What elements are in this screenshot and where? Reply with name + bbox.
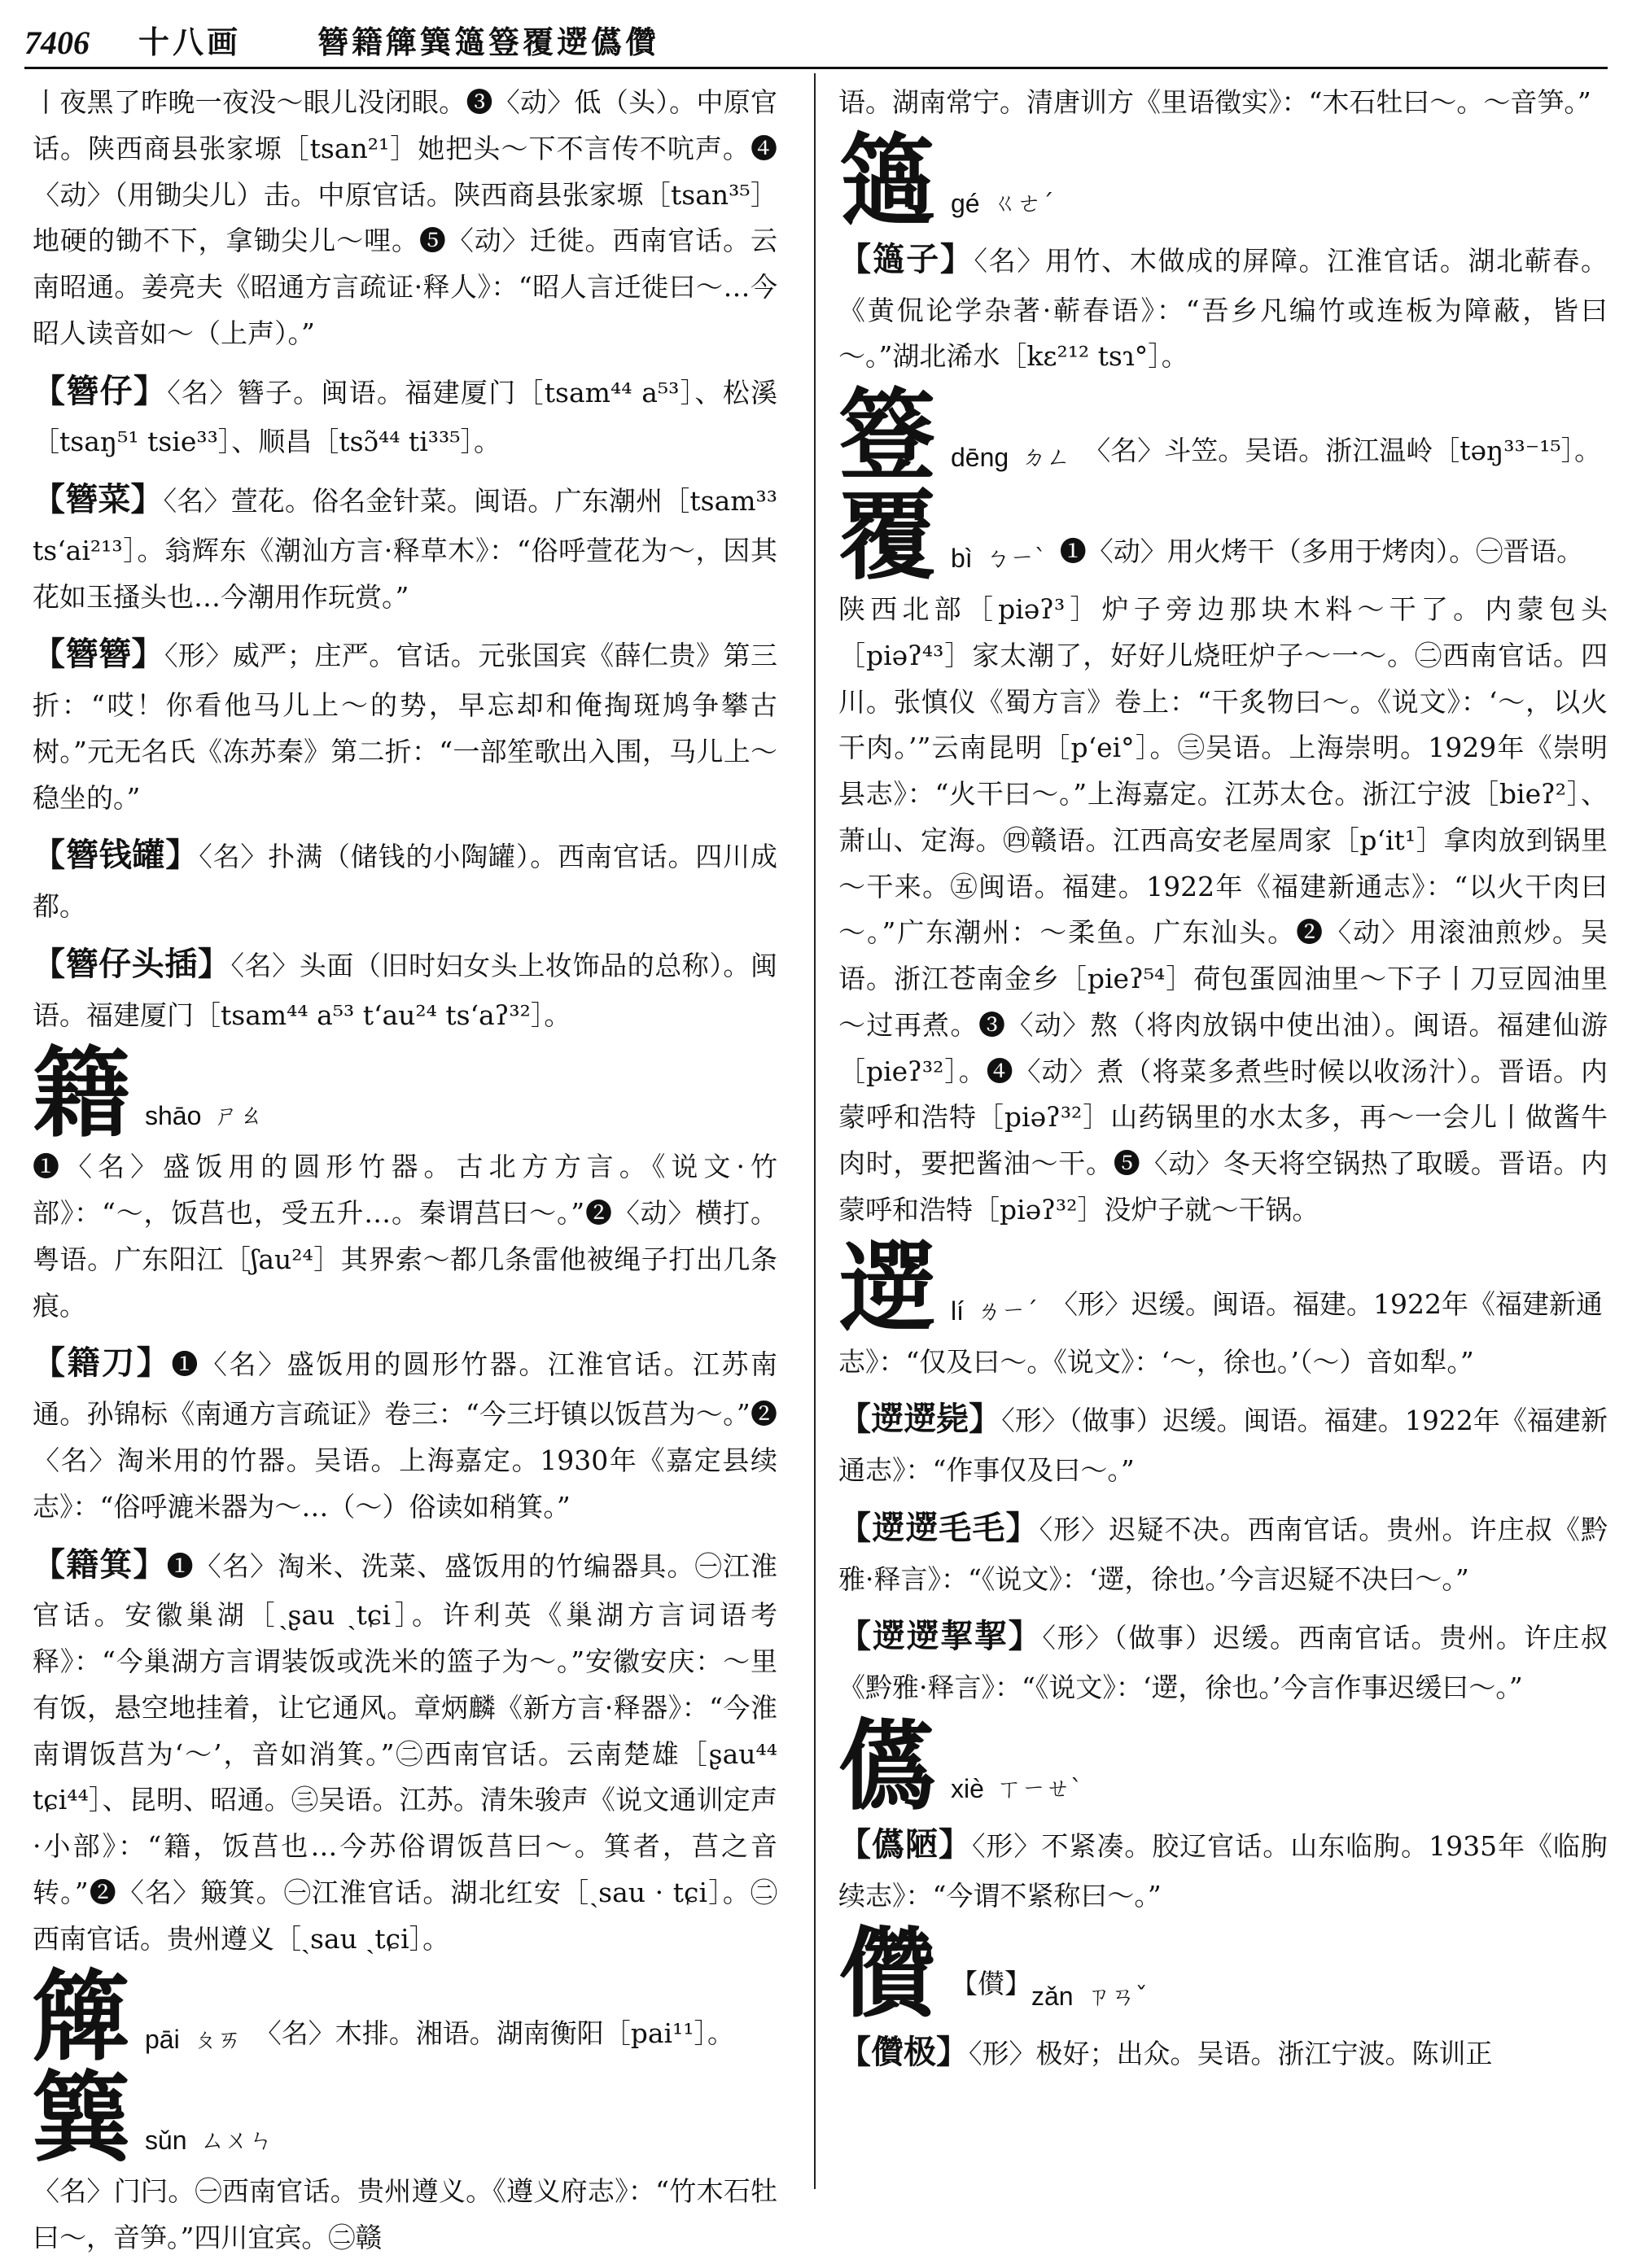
- entry-headword: 【簪钱罐】: [33, 836, 199, 875]
- entry-text: 〈名〉簪子。闽语。福建厦门［tsam⁴⁴ a⁵³］、松溪［tsaŋ⁵¹ tsie³³］、顺昌［tsɔ̃⁴⁴ ti³³⁵］。: [33, 376, 778, 458]
- entry-headword: 【儰陋】: [838, 1824, 972, 1864]
- entry-shaodao: [33, 1335, 777, 1530]
- continued-paragraph: 语。湖南常宁。清唐训方《里语徵实》：“木石牡曰～。～音笋。”: [838, 86, 1591, 118]
- entry-headword: 【簪菜】: [33, 480, 164, 519]
- entry-zanzaitoucha: [33, 937, 777, 1039]
- head-characters: 簪籍簰簨簻簦覆遻儰儹: [317, 24, 660, 60]
- entry-text: 〈名〉用竹、木做成的屏障。江淮官话。湖北蕲春。《黄侃论学杂著·蕲春语》：“吾乡凡编竹或连板为障蔽，皆曰～。”湖北浠水［kɛ²¹² tsɿ°］。: [838, 244, 1608, 373]
- headword-zhuyin: ㄅㄧˋ: [985, 544, 1047, 574]
- headword-pinyin: dēng: [951, 443, 1009, 473]
- headword-sun: [33, 2060, 777, 2176]
- headword-pai: [33, 1960, 777, 2075]
- entry-zanzan: [33, 627, 777, 821]
- left-column: [33, 80, 777, 2268]
- headword-pinyin: zǎn: [1031, 1982, 1074, 2012]
- headword-zhuyin: ㄗㄢˇ: [1086, 1982, 1148, 2012]
- entry-text: 〈名〉头面（旧时妇女头上妆饰品的总称）。闽语。福建厦门［tsam⁴⁴ a⁵³ tʻau²⁴ tsʻaʔ³²］。: [33, 949, 778, 1031]
- entry-gezi: [838, 232, 1608, 380]
- entry-headword: 【遻遻毛毛】: [838, 1508, 1039, 1547]
- entry-headword: 【簪仔头插】: [33, 944, 231, 983]
- headword-zhuyin: ㄍㄜˊ: [992, 189, 1054, 218]
- headword-char: 簰: [33, 1960, 130, 2075]
- entry-headword: 【儹极】: [838, 2033, 969, 2072]
- headword-definition: 陕西北部［piəʔ³］炉子旁边那块木料～干了。内蒙包头［piəʔ⁴³］家太潮了，好好儿烧旺炉子～一～。㊁西南官话。四川。张慎仪《蜀方言》卷上：“干炙物曰～。《说文》：‘～，以火干肉。’”云南昆明［pʻei°］。㊂吴语。上海崇明。1929年《崇明县志》：“火干曰～。”上海嘉定。江苏太仓。浙江宁波［bieʔ²］、萧山、定海。㊃赣语。江西高安老屋周家［pʻit¹］拿肉放到锅里～干来。㊄闽语。福建。1922年《福建新通志》：“以火干肉曰～。”广东潮州：～柔鱼。广东汕头。❷〈动〉用滚油煎炒。吴语。浙江苍南金乡［pieʔ⁵⁴］荷包蛋囥油里～下子丨刀豆囥油里～过再煮。❸〈动〉熬（将肉放锅中使出油）。闽语。福建仙游［pieʔ³²］。❹〈动〉煮（将菜多煮些时候以收汤汁）。晋语。内蒙呼和浩特［piəʔ³²］山药锅里的水太多，再～一会儿丨做酱牛肉时，要把酱油～干。❺〈动〉冬天将空锅热了取暖。晋语。内蒙呼和浩特［piəʔ³²］没炉子就～干锅。: [838, 593, 1608, 1226]
- headword-xie: [838, 1708, 1608, 1824]
- headword-inline-definition: 〈形〉迟缓。闽语。福建。1922年《福建新通: [1051, 1287, 1603, 1320]
- entry-xielou: [838, 1817, 1608, 1920]
- right-column: [838, 80, 1608, 2087]
- entry-text: ❶〈名〉盛饭用的圆形竹器。江淮官话。江苏南通。孙锦标《南通方言疏证》卷三：“今三圩镇以饭莒为～。”❷〈名〉淘米用的竹器。吴语。上海嘉定。1930年《嘉定县续志》：“俗呼漉米器为～…（～）俗读如稍箕。”: [33, 1348, 778, 1523]
- headword-definition: ❶〈名〉盛饭用的圆形竹器。古北方方言。《说文·竹部》：“～，饭莒也，受五升…。秦谓莒曰～。”❷〈动〉横打。粤语。广东阳江［ʃau²⁴］其界索～都几条雷他被绳子打出几条痕。: [33, 1151, 777, 1322]
- headword-zan: [838, 1916, 1608, 2032]
- chapter-label: 十八画: [138, 24, 242, 60]
- column-divider: [814, 73, 816, 2189]
- headword-inline-definition: 〈名〉斗笠。吴语。浙江温岭［təŋ³³⁻¹⁵］。: [1083, 435, 1602, 467]
- headword-inline-definition: ❶〈动〉用火烤干（多用于烤肉）。㊀晋语。: [1059, 535, 1584, 568]
- headword-char: 籍: [33, 1036, 130, 1151]
- headword-pinyin: gé: [951, 188, 980, 218]
- headword-bi: [838, 479, 1608, 594]
- headword-char: 遻: [838, 1230, 936, 1346]
- entry-headword: 【遻遻毙】: [838, 1400, 1002, 1439]
- headword-char: 儰: [838, 1708, 936, 1824]
- entry-zanji: [838, 2025, 1608, 2081]
- entry-text: 〈形〉迟疑不决。西南官话。贵州。许庄叔《黔雅·释言》：“《说文》：‘遻，徐也。’今言迟疑不决曰～。”: [838, 1513, 1608, 1595]
- entry-text: 〈形〉（做事）迟缓。西南官话。贵州。许庄叔《黔雅·释言》：“《说文》：‘遻，徐也。’今言作事迟缓曰～。”: [838, 1622, 1608, 1704]
- entry-lili: [838, 1392, 1608, 1494]
- entry-lilimaomao: [838, 1501, 1608, 1603]
- entry-headword: 【籍刀】: [33, 1344, 172, 1383]
- entry-headword: 【簻子】: [838, 239, 974, 278]
- headword-pinyin: bì: [951, 544, 973, 574]
- headword-definition: 志》：“仅及曰～。《说文》：‘～，徐也。’（～）音如犁。”: [838, 1345, 1474, 1378]
- headword-zhuyin: ㄉㄥ: [1022, 444, 1071, 473]
- entry-headword: 【籍箕】: [33, 1545, 167, 1584]
- headword-pinyin: shāo: [145, 1101, 202, 1131]
- page-header: [24, 16, 1608, 69]
- entry-zanzai: [33, 364, 777, 466]
- entry-headword: 【簪仔】: [33, 371, 168, 410]
- headword-zhuyin: ㄆㄞ: [192, 2025, 242, 2055]
- continued-paragraph: 丨夜黑了昨晚一夜没～眼儿没闭眼。❸〈动〉低（头）。中原官话。陕西商县张家塬［tsan²¹］她把头～下不言传不吭声。❹〈动〉（用锄尖儿）击。中原官话。陕西商县张家塬［tsan³⁵］地硬的锄不下，拿锄尖儿～哩。❺〈动〉迁徙。西南官话。云南昭通。姜亮夫《昭通方言疏证·释人》：“昭人言迁徙曰～…今昭人读音如～（上声）。”: [33, 86, 777, 349]
- entry-text: 〈形〉威严；庄严。官话。元张国宾《薛仁贵》第三折：“哎！你看他马儿上～的势，早忘却和俺掏斑鸠争攀古树。”元无名氏《冻苏秦》第二折：“一部笙歌出入围，马儿上～稳坐的。”: [33, 640, 778, 814]
- entry-liliqieqie: [838, 1609, 1608, 1711]
- headword-zhuyin: ㄕㄠ: [214, 1102, 264, 1131]
- headword-deng: [838, 378, 1608, 493]
- entry-text: 〈形〉不紧凑。胶辽官话。山东临朐。1935年《临朐续志》：“今谓不紧称曰～。”: [838, 1829, 1608, 1912]
- headword-char: 簨: [33, 2060, 130, 2176]
- headword-li: [838, 1230, 1608, 1346]
- entry-headword: 【簪簪】: [33, 635, 164, 674]
- headword-char: 簦: [838, 378, 936, 493]
- headword-zhuyin: ㄒㄧㄝˋ: [996, 1774, 1083, 1803]
- headword-zhuyin: ㄙㄨㄣ: [199, 2126, 274, 2156]
- headword-variant: 【儧】: [951, 1967, 1031, 1999]
- headword-char: 儹: [838, 1916, 936, 2032]
- entry-shaoji: [33, 1537, 777, 1963]
- entry-zancai: [33, 472, 777, 620]
- page-number: 7406: [24, 24, 90, 61]
- entry-headword: 【遻遻挈挈】: [838, 1617, 1043, 1656]
- headword-char: 覆: [838, 479, 936, 594]
- headword-pinyin: pāi: [145, 2025, 180, 2055]
- entry-text: 〈名〉扑满（储钱的小陶罐）。西南官话。四川成都。: [33, 841, 778, 923]
- entry-text: 〈形〉（做事）迟缓。闽语。福建。1922年《福建新通志》：“作事仅及曰～。”: [838, 1405, 1608, 1487]
- entry-text: 〈形〉极好；出众。吴语。浙江宁波。陈训正: [969, 2038, 1493, 2070]
- headword-inline-definition: 〈名〉木排。湘语。湖南衡阳［pai¹¹］。: [254, 2017, 735, 2049]
- entry-text: 〈名〉萱花。俗名金针菜。闽语。广东潮州［tsam³³ tsʻai²¹³］。翁辉东《潮汕方言·释草木》：“俗呼萱花为～，因其花如玉搔头也…今潮用作玩赏。”: [33, 485, 778, 613]
- headword-pinyin: lí: [951, 1296, 964, 1326]
- headword-char: 簻: [838, 123, 936, 238]
- entry-text: ❶〈名〉淘米、洗菜、盛饭用的竹编器具。㊀江淮官话。安徽巢湖［ˏʂau ˏtɕi］。许利英《巢湖方言词语考释》：“今巢湖方言谓装饭或洗米的篮子为～。”安徽安庆：～里有饭，悬空地挂着，让它通风。章炳麟《新方言·释器》：“今淮南谓饭莒为‘～’，音如消箕。”㊁西南官话。云南楚雄［ʂau⁴⁴ tɕi⁴⁴］、昆明、昭通。㊂吴语。江苏。清朱骏声《说文通训定声·小部》：“籍，饭莒也…今苏俗谓饭莒曰～。箕者，莒之音转。”❷〈名〉簸箕。㊀江淮官话。湖北红安［ˏsau · tɕi］。㊁西南官话。贵州遵义［ˏsau ˏtɕi］。: [33, 1549, 778, 1955]
- headword-ge: [838, 123, 1608, 238]
- headword-pinyin: xiè: [951, 1773, 984, 1803]
- headword-definition: 〈名〉门闩。㊀西南官话。贵州遵义。《遵义府志》：“竹木石牡曰～，音笋。”四川宜宾。㊁赣: [33, 2175, 777, 2254]
- entry-zanqianguan: [33, 828, 777, 930]
- headword-zhuyin: ㄌㄧˊ: [977, 1296, 1038, 1326]
- headword-pinyin: sǔn: [145, 2126, 187, 2156]
- headword-shao: [33, 1036, 777, 1151]
